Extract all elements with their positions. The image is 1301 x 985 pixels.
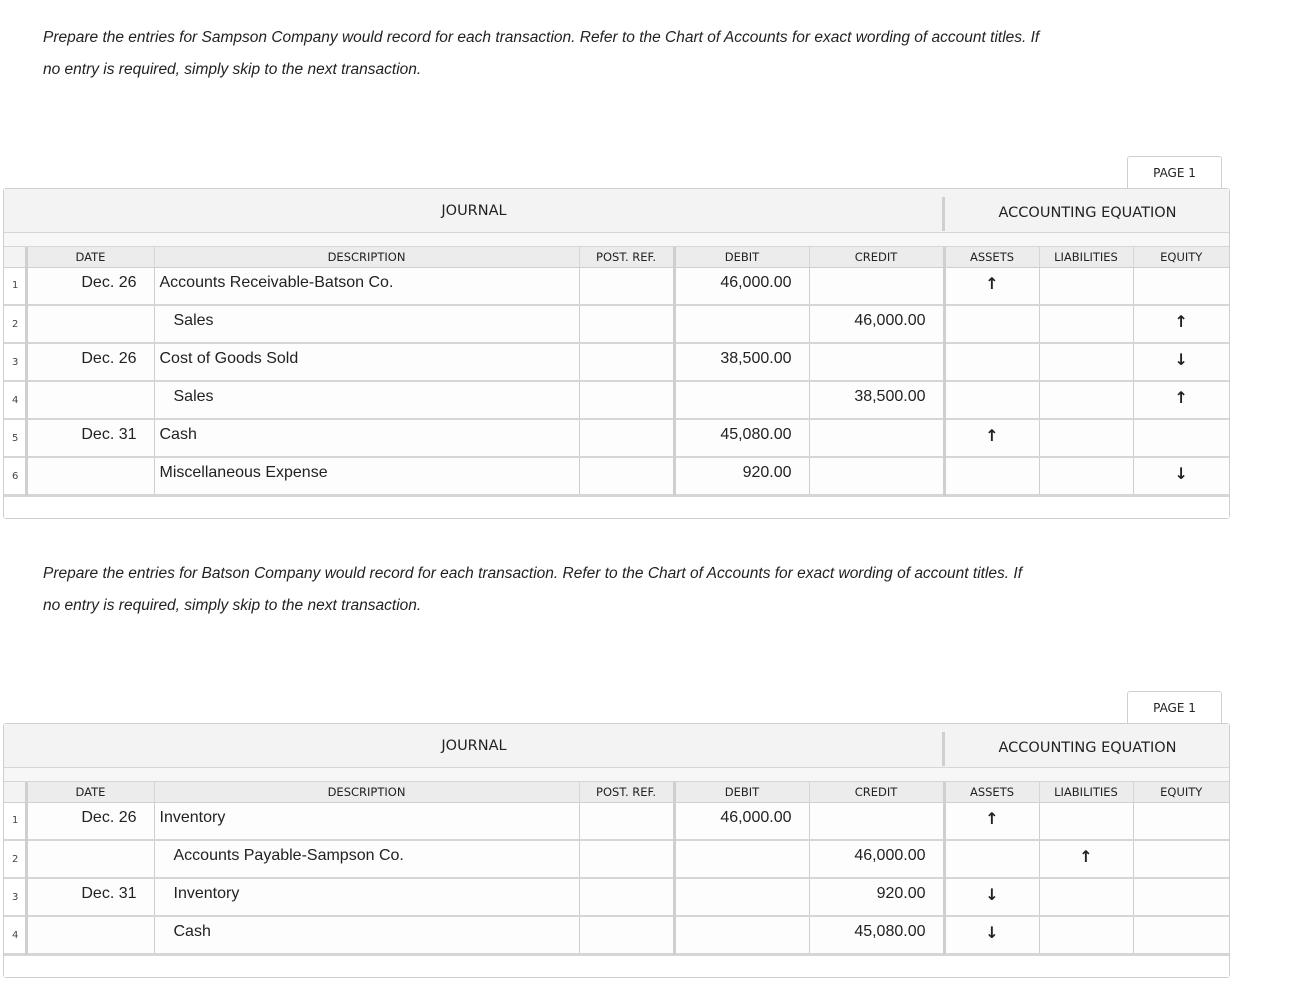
assets-cell[interactable] [944, 305, 1039, 343]
batson-journal-title: JOURNAL [441, 738, 507, 754]
batson-journal-table [4, 782, 1229, 955]
batson-instructions-line-2: no entry is required, simply skip to the next transaction. [43, 597, 422, 614]
equity-cell[interactable]: ↓ [1133, 343, 1229, 381]
equity-cell[interactable] [1133, 840, 1229, 878]
debit-cell[interactable]: 46,000.00 [674, 802, 809, 840]
liabilities-cell[interactable]: ↑ [1039, 840, 1133, 878]
equity-cell[interactable] [1133, 267, 1229, 305]
post-ref-cell[interactable] [579, 840, 674, 878]
sampson-journal-title: JOURNAL [441, 203, 507, 219]
equity-cell[interactable] [1133, 878, 1229, 916]
equity-header: EQUITY [1133, 782, 1229, 802]
description-cell[interactable]: Accounts Payable-Sampson Co. [154, 840, 579, 878]
equity-cell[interactable] [1133, 916, 1229, 954]
row-number: 4 [4, 916, 26, 954]
debit-header: DEBIT [674, 247, 809, 267]
liabilities-cell[interactable] [1039, 802, 1133, 840]
assets-cell[interactable] [944, 840, 1039, 878]
date-cell[interactable] [26, 840, 154, 878]
post-ref-cell[interactable] [579, 878, 674, 916]
debit-cell[interactable]: 45,080.00 [674, 419, 809, 457]
row-number: 6 [4, 457, 26, 495]
assets-cell[interactable] [944, 457, 1039, 495]
debit-cell[interactable] [674, 305, 809, 343]
batson-journal [3, 723, 1230, 978]
column-header-row [4, 247, 1229, 267]
table-row [4, 381, 1229, 419]
debit-cell[interactable] [674, 840, 809, 878]
date-cell[interactable]: Dec. 26 [26, 343, 154, 381]
date-cell[interactable] [26, 916, 154, 954]
header-gap [4, 768, 1229, 782]
table-row [4, 457, 1229, 495]
debit-cell[interactable] [674, 381, 809, 419]
equity-header: EQUITY [1133, 247, 1229, 267]
assets-cell[interactable] [944, 381, 1039, 419]
row-number: 4 [4, 381, 26, 419]
debit-cell[interactable]: 38,500.00 [674, 343, 809, 381]
sampson-page-tab: PAGE 1 [1127, 156, 1222, 188]
description-cell[interactable]: Inventory [154, 878, 579, 916]
table-row [4, 802, 1229, 840]
row-number-header [4, 782, 26, 802]
sampson-instructions-line-2: no entry is required, simply skip to the next transaction. [43, 61, 422, 78]
post-ref-cell[interactable] [579, 305, 674, 343]
table-row [4, 267, 1229, 305]
credit-cell[interactable]: 45,080.00 [809, 916, 944, 954]
post-ref-cell[interactable] [579, 267, 674, 305]
row-number: 1 [4, 802, 26, 840]
liabilities-header: LIABILITIES [1039, 247, 1133, 267]
post-ref-cell[interactable] [579, 802, 674, 840]
row-number: 3 [4, 878, 26, 916]
date-cell[interactable]: Dec. 26 [26, 802, 154, 840]
description-cell[interactable]: Accounts Receivable-Batson Co. [154, 267, 579, 305]
date-header: DATE [26, 247, 154, 267]
liabilities-cell[interactable] [1039, 267, 1133, 305]
table-row [4, 343, 1229, 381]
header-divider [942, 197, 945, 231]
date-cell[interactable]: Dec. 31 [26, 419, 154, 457]
column-header-row [4, 782, 1229, 802]
credit-header: CREDIT [809, 782, 944, 802]
liabilities-cell[interactable] [1039, 305, 1133, 343]
batson-equation-title: ACCOUNTING EQUATION [998, 740, 1177, 756]
assets-header: ASSETS [944, 782, 1039, 802]
credit-cell[interactable] [809, 419, 944, 457]
credit-cell[interactable] [809, 457, 944, 495]
debit-cell[interactable] [674, 916, 809, 954]
equity-cell[interactable] [1133, 802, 1229, 840]
credit-cell[interactable]: 38,500.00 [809, 381, 944, 419]
post-ref-header: POST. REF. [579, 782, 674, 802]
batson-page-tab: PAGE 1 [1127, 691, 1222, 723]
credit-header: CREDIT [809, 247, 944, 267]
header-gap [4, 233, 1229, 247]
journal-footer [4, 496, 1229, 518]
equity-cell[interactable]: ↑ [1133, 305, 1229, 343]
post-ref-header: POST. REF. [579, 247, 674, 267]
batson-journal-header [4, 724, 1229, 768]
table-row [4, 305, 1229, 343]
equity-cell[interactable]: ↑ [1133, 381, 1229, 419]
credit-cell[interactable] [809, 802, 944, 840]
liabilities-cell[interactable] [1039, 916, 1133, 954]
row-number: 2 [4, 840, 26, 878]
header-divider [942, 732, 945, 766]
liabilities-cell[interactable] [1039, 878, 1133, 916]
batson-instructions [43, 558, 1103, 622]
assets-header: ASSETS [944, 247, 1039, 267]
sampson-journal-header [4, 189, 1229, 233]
debit-cell[interactable]: 920.00 [674, 457, 809, 495]
sampson-journal-table [4, 247, 1229, 496]
date-cell[interactable] [26, 457, 154, 495]
liabilities-cell[interactable] [1039, 343, 1133, 381]
row-number: 5 [4, 419, 26, 457]
journal-footer [4, 955, 1229, 977]
table-row [4, 878, 1229, 916]
sampson-equation-title: ACCOUNTING EQUATION [998, 205, 1177, 221]
description-cell[interactable]: Inventory [154, 802, 579, 840]
sampson-journal [3, 188, 1230, 519]
description-cell[interactable]: Sales [154, 381, 579, 419]
description-cell[interactable]: Sales [154, 305, 579, 343]
post-ref-cell[interactable] [579, 381, 674, 419]
credit-cell[interactable] [809, 343, 944, 381]
liabilities-cell[interactable] [1039, 419, 1133, 457]
assets-cell[interactable]: ↓ [944, 916, 1039, 954]
credit-cell[interactable]: 46,000.00 [809, 305, 944, 343]
debit-cell[interactable] [674, 878, 809, 916]
row-number: 3 [4, 343, 26, 381]
post-ref-cell[interactable] [579, 419, 674, 457]
date-cell[interactable] [26, 381, 154, 419]
date-cell[interactable]: Dec. 26 [26, 267, 154, 305]
date-cell[interactable] [26, 305, 154, 343]
table-row [4, 419, 1229, 457]
equity-cell[interactable] [1133, 419, 1229, 457]
post-ref-cell[interactable] [579, 916, 674, 954]
credit-cell[interactable] [809, 267, 944, 305]
description-header: DESCRIPTION [154, 247, 579, 267]
assets-cell[interactable]: ↑ [944, 802, 1039, 840]
liabilities-header: LIABILITIES [1039, 782, 1133, 802]
equity-cell[interactable]: ↓ [1133, 457, 1229, 495]
assets-cell[interactable]: ↑ [944, 419, 1039, 457]
description-cell[interactable]: Cash [154, 419, 579, 457]
credit-cell[interactable]: 46,000.00 [809, 840, 944, 878]
sampson-instructions [43, 22, 1103, 86]
row-number-header [4, 247, 26, 267]
assets-cell[interactable] [944, 343, 1039, 381]
description-cell[interactable]: Cost of Goods Sold [154, 343, 579, 381]
batson-instructions-line-1: Prepare the entries for Batson Company would record for each transaction. Refer to the Chart of Accounts for exact wording of account titles. If [43, 565, 1023, 582]
assets-cell[interactable]: ↑ [944, 267, 1039, 305]
debit-cell[interactable]: 46,000.00 [674, 267, 809, 305]
date-cell[interactable]: Dec. 31 [26, 878, 154, 916]
liabilities-cell[interactable] [1039, 457, 1133, 495]
sampson-instructions-line-1: Prepare the entries for Sampson Company would record for each transaction. Refer to the Chart of Accounts for exact wording of account titles. If [43, 29, 1040, 46]
row-number: 1 [4, 267, 26, 305]
liabilities-cell[interactable] [1039, 381, 1133, 419]
table-row [4, 840, 1229, 878]
credit-cell[interactable]: 920.00 [809, 878, 944, 916]
date-header: DATE [26, 782, 154, 802]
assets-cell[interactable]: ↓ [944, 878, 1039, 916]
description-cell[interactable]: Miscellaneous Expense [154, 457, 579, 495]
description-header: DESCRIPTION [154, 782, 579, 802]
row-number: 2 [4, 305, 26, 343]
table-row [4, 916, 1229, 954]
debit-header: DEBIT [674, 782, 809, 802]
description-cell[interactable]: Cash [154, 916, 579, 954]
post-ref-cell[interactable] [579, 457, 674, 495]
post-ref-cell[interactable] [579, 343, 674, 381]
